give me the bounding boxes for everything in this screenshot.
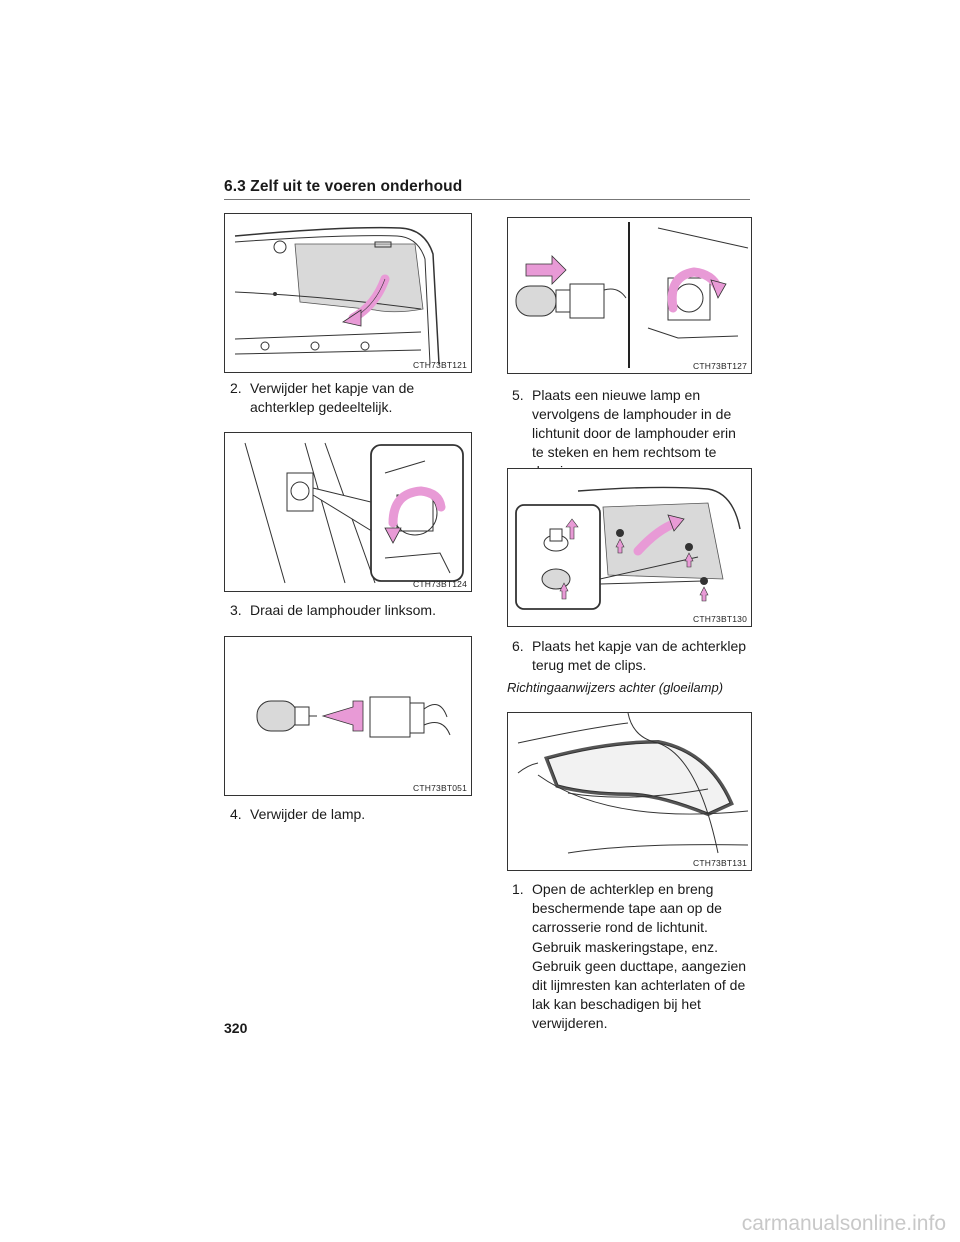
figure-bulb-removal — [224, 636, 472, 796]
step-text: Draai de lamphouder linksom. — [250, 602, 436, 618]
step-text: Open de achterklep en breng beschermende tape aan op de carrosserie rond de lichtunit. — [532, 881, 722, 935]
step-2 — [230, 379, 470, 417]
figure-protective-tape — [507, 712, 752, 871]
step-text: Verwijder de lamp. — [250, 806, 366, 822]
figure-clips — [507, 468, 752, 627]
step-text: Plaats het kapje van de achterklep terug met de clips. — [532, 638, 747, 673]
step-1-note: Gebruik maskeringstape, enz. Gebruik geen ducttape, aangezien dit lijmresten kan achterlaten of de lak kan beschadigen bij het verwijderen. — [532, 939, 747, 1031]
figure-insert-bulb — [507, 217, 752, 374]
figure-code: CTH73BT121 — [413, 360, 467, 370]
tailgate-illustration — [225, 214, 471, 372]
step-4 — [230, 805, 470, 824]
step-text: Verwijder het kapje van de achterklep gedeeltelijk. — [250, 380, 415, 415]
step-number: 6. — [512, 638, 524, 654]
lamp-holder-illustration — [225, 433, 471, 591]
step-3 — [230, 601, 470, 620]
step-6 — [512, 637, 750, 675]
figure-lamp-holder — [224, 432, 472, 592]
watermark: carmanualsonline.info — [741, 1212, 946, 1235]
bulb-illustration — [225, 637, 471, 795]
section-title: 6.3 Zelf uit te voeren onderhoud — [224, 178, 463, 195]
figure-code: CTH73BT127 — [693, 361, 747, 371]
figure-tailgate-cover — [224, 213, 472, 373]
figure-code: CTH73BT130 — [693, 614, 747, 624]
figure-code: CTH73BT051 — [413, 783, 467, 793]
subheading: Richtingaanwijzers achter (gloeilamp) — [507, 680, 724, 695]
header-rule — [224, 199, 750, 200]
step-5 — [512, 386, 750, 481]
step-number: 5. — [512, 387, 524, 403]
step-number: 2. — [230, 380, 242, 396]
clips-illustration — [508, 469, 751, 626]
figure-code: CTH73BT131 — [693, 858, 747, 868]
step-number: 4. — [230, 806, 242, 822]
figure-code: CTH73BT124 — [413, 579, 467, 589]
step-number: 3. — [230, 602, 242, 618]
tape-illustration — [508, 713, 751, 870]
step-number: 1. — [512, 881, 524, 897]
page-number: 320 — [224, 1020, 248, 1036]
step-text: Plaats een nieuwe lamp en vervolgens de lamphouder in de lichtunit door de lamphouder erin te steken en hem rechtsom te — [532, 387, 736, 460]
step-1 — [512, 880, 750, 937]
insert-bulb-illustration — [508, 218, 751, 373]
